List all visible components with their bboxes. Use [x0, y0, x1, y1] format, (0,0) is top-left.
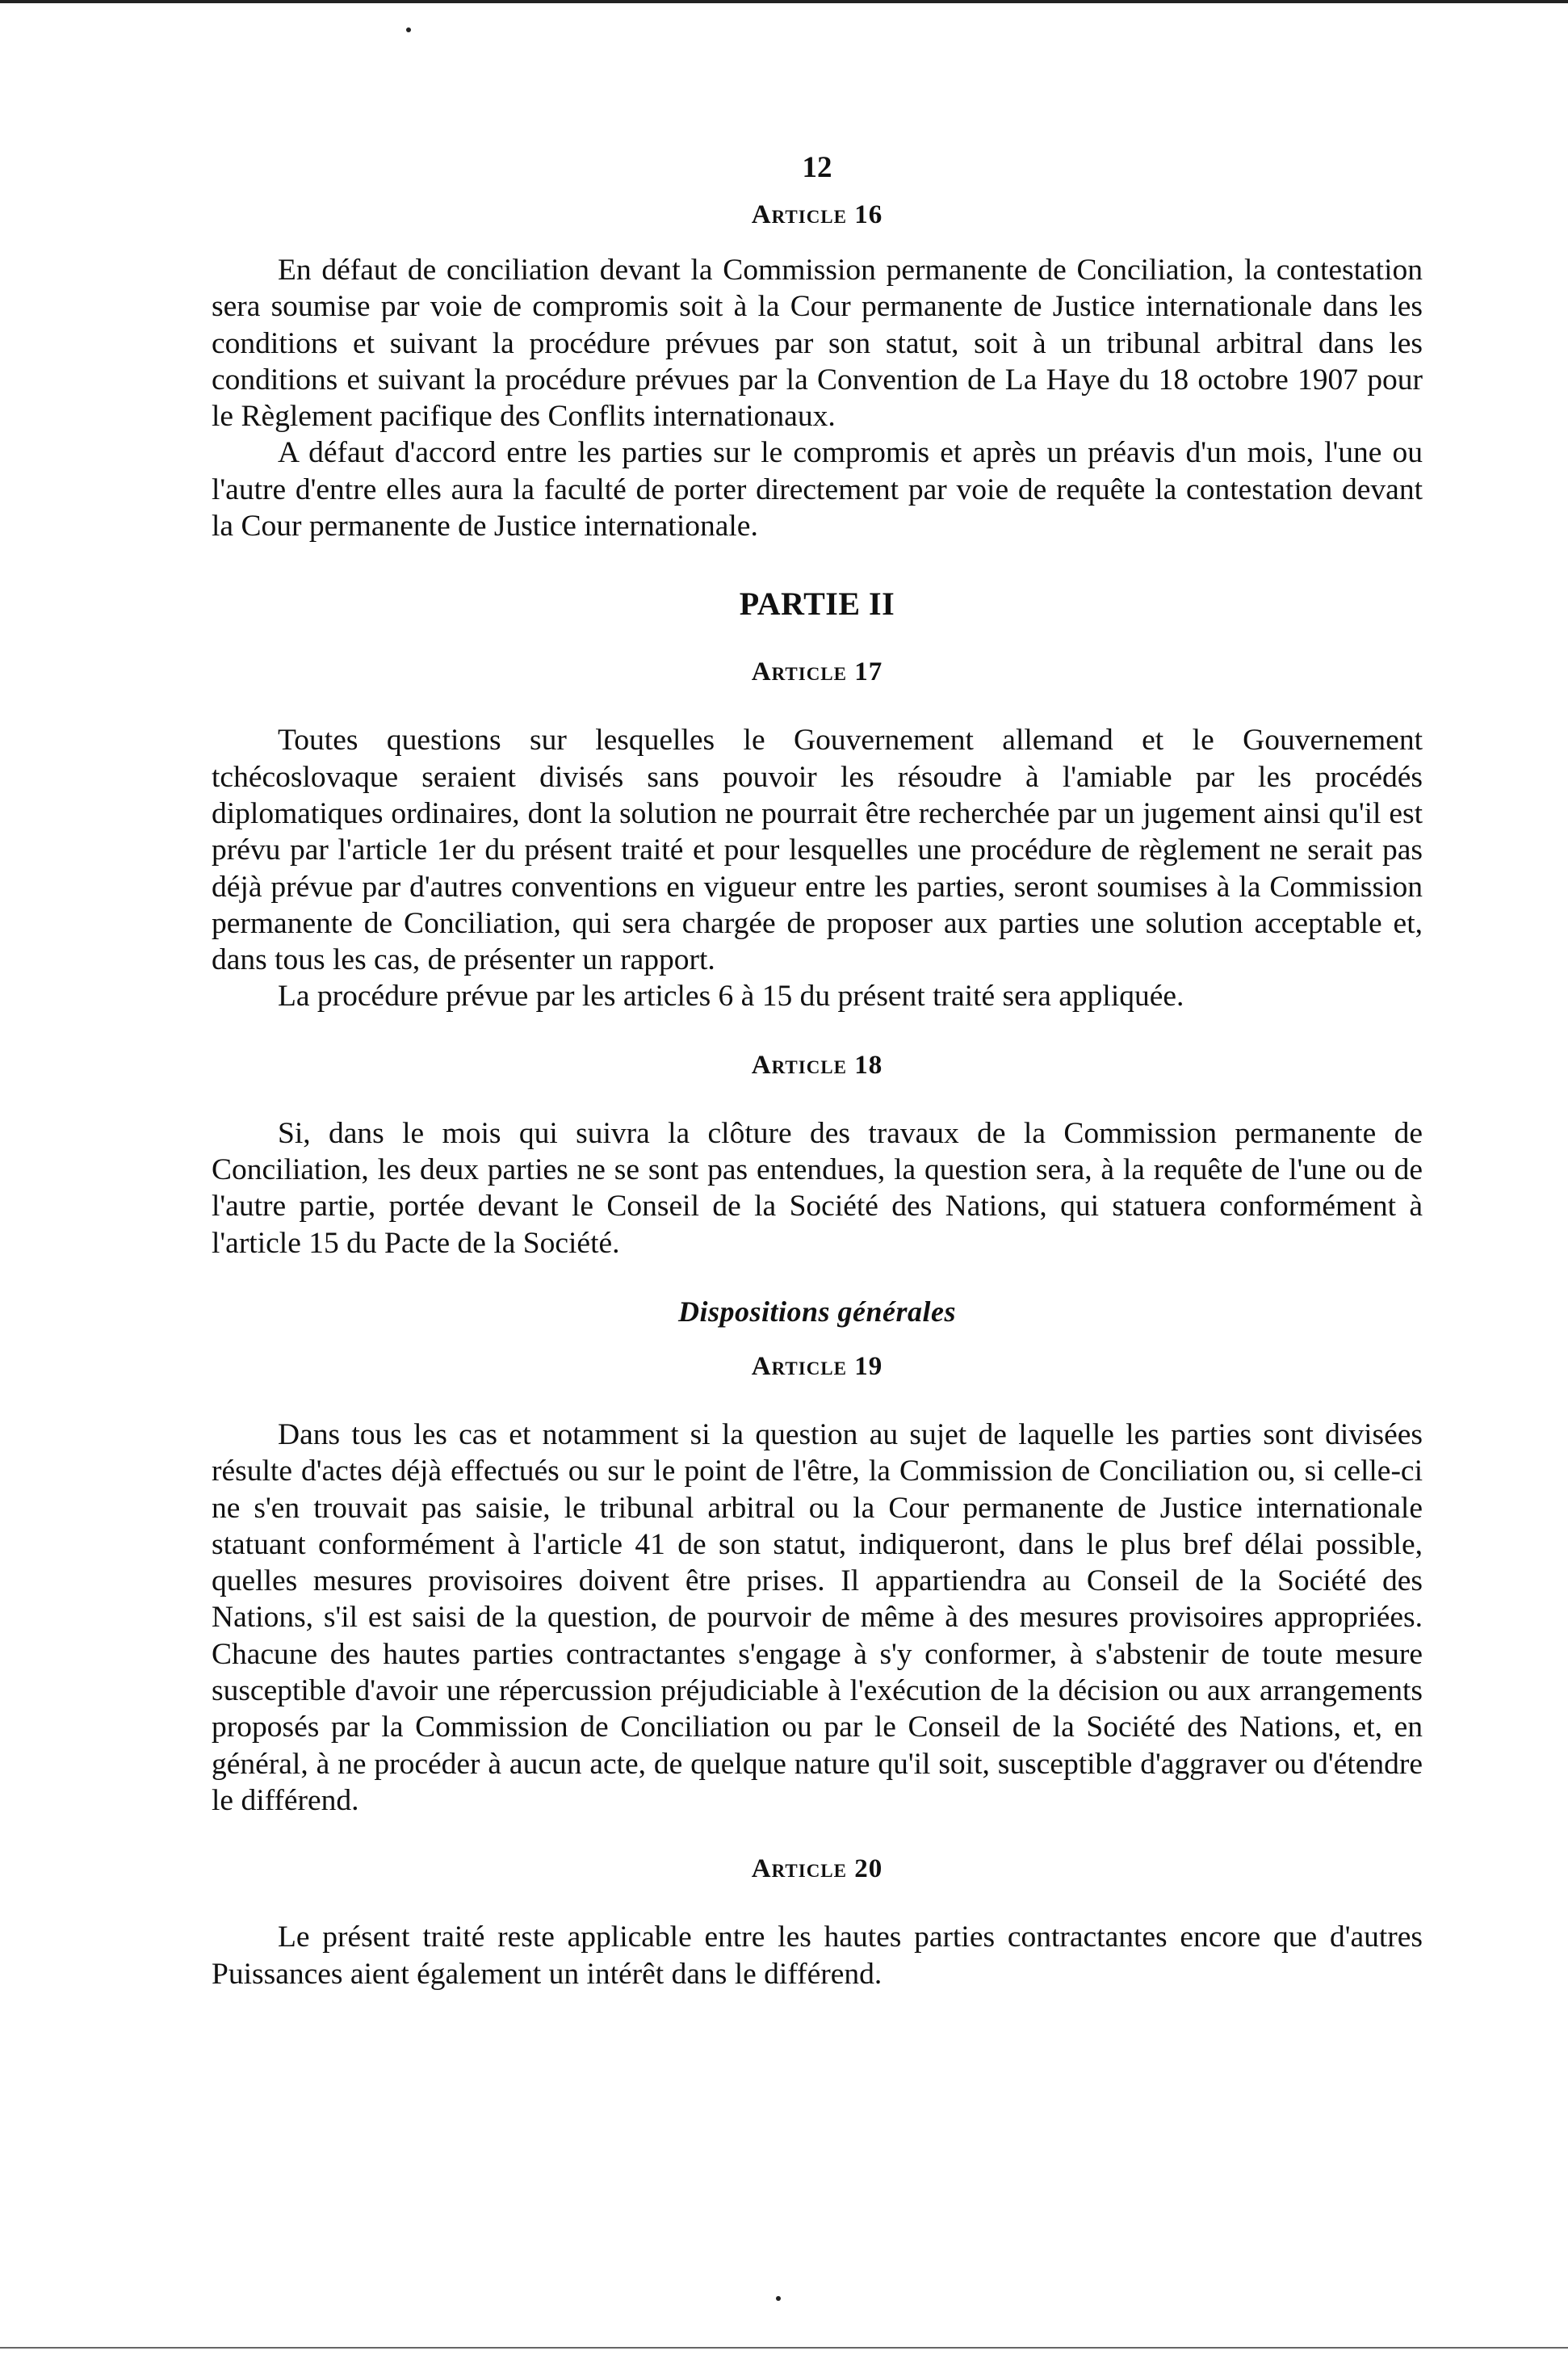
article-18-heading: Article 18: [751, 1050, 883, 1080]
part-ii-heading: PARTIE II: [739, 586, 895, 623]
scan-top-edge: [0, 0, 1568, 3]
article-19: [212, 1349, 1423, 1819]
article-16: [212, 197, 1423, 544]
article-20-heading: Article 20: [751, 1854, 883, 1884]
article-17-heading: Article 17: [751, 657, 883, 687]
scan-bottom-edge: [0, 2347, 1568, 2349]
article-20: [212, 1851, 1423, 1992]
article-16-paragraph-1: En défaut de conciliation devant la Commission permanente de Conciliation, la contestation sera soumise par voie de compromis soit à la Cour permanente de Justice internationale dans les conditions et suivant la procédure prévues par son statut, soit à un tribunal arbitral dans les conditions et suivant la procédure prévues par la Convention de La Haye du 18 octobre 1907 pour le Règlement pacifique des Conflits internationaux.: [212, 254, 1423, 434]
article-20-paragraph-1: Le présent traité reste applicable entre les hautes parties contractantes encore que d'autres Puissances aient également un intérêt dans le différend.: [212, 1921, 1423, 1991]
scan-speck: [776, 2296, 781, 2301]
article-17-paragraph-1: Toutes questions sur lesquelles le Gouvernement allemand et le Gouvernement tchécoslovaque seraient divisés sans pouvoir les résoudre à l'amiable par les procédés diplomatiques ordinaires, dont la solution ne pourrait être recherchée par un jugement ainsi qu'il est prévu par l'article 1er du présent traité et pour lesquelles une procédure de règlement ne serait pas déjà prévue par d'autres conventions en vigueur entre les parties, seront soumises à la Commission permanente de Conciliation, qui sera chargée de proposer aux parties une solution acceptable et, dans tous les cas, de présenter un rapport.: [212, 724, 1423, 977]
article-19-paragraph-1: Dans tous les cas et notamment si la question au sujet de laquelle les parties sont divisées résulte d'actes déjà effectués ou sur le point de l'être, la Commission de Conciliation ou, si celle-ci ne s'en trouvait pas saisie, le tribunal arbitral ou la Cour permanente de Justice internationale statuant conformément à l'article 41 de son statut, indiqueront, dans le plus bref délai possible, quelles mesures provisoires doivent être prises. Il appartiendra au Conseil de la Société des Nations, s'il est saisi de la question, de pourvoir de même à des mesures provisoires appropriées. Chacune des hautes parties contractantes s'engage à s'y conformer, à s'abstenir de toute mesure susceptible d'avoir une répercussion préjudiciable à l'exécution de la décision ou aux arrangements proposés par la Commission de Conciliation ou par le Conseil de la Société des Nations, et, en général, à ne procéder à aucun acte, de quelque nature qu'il soit, susceptible d'aggraver ou d'étendre le différend.: [212, 1417, 1423, 1817]
article-17-paragraph-2: La procédure prévue par les articles 6 à 15 du présent traité sera appliquée.: [278, 980, 1184, 1014]
article-18-paragraph-1: Si, dans le mois qui suivra la clôture des travaux de la Commission permanente de Conciliation, les deux parties ne se sont pas entendues, la question sera, à la requête de l'une ou de l'autre partie, portée devant le Conseil de la Société des Nations, qui statuera conformément à l'article 15 du Pacte de la Société.: [212, 1116, 1423, 1260]
scan-speck: [406, 27, 411, 32]
article-16-paragraph-2: A défaut d'accord entre les parties sur le compromis et après un préavis d'un mois, l'une ou l'autre d'entre elles aura la faculté de porter directement par voie de requête la contestation devant la Cour permanente de Justice internationale.: [212, 436, 1423, 544]
article-17: [212, 654, 1423, 1014]
article-18: [212, 1047, 1423, 1261]
article-16-heading: Article 16: [751, 200, 883, 229]
general-provisions-heading: Dispositions générales: [677, 1295, 957, 1328]
article-19-heading: Article 19: [751, 1351, 883, 1381]
document-page: [212, 150, 1423, 2218]
page-number: 12: [802, 151, 832, 184]
